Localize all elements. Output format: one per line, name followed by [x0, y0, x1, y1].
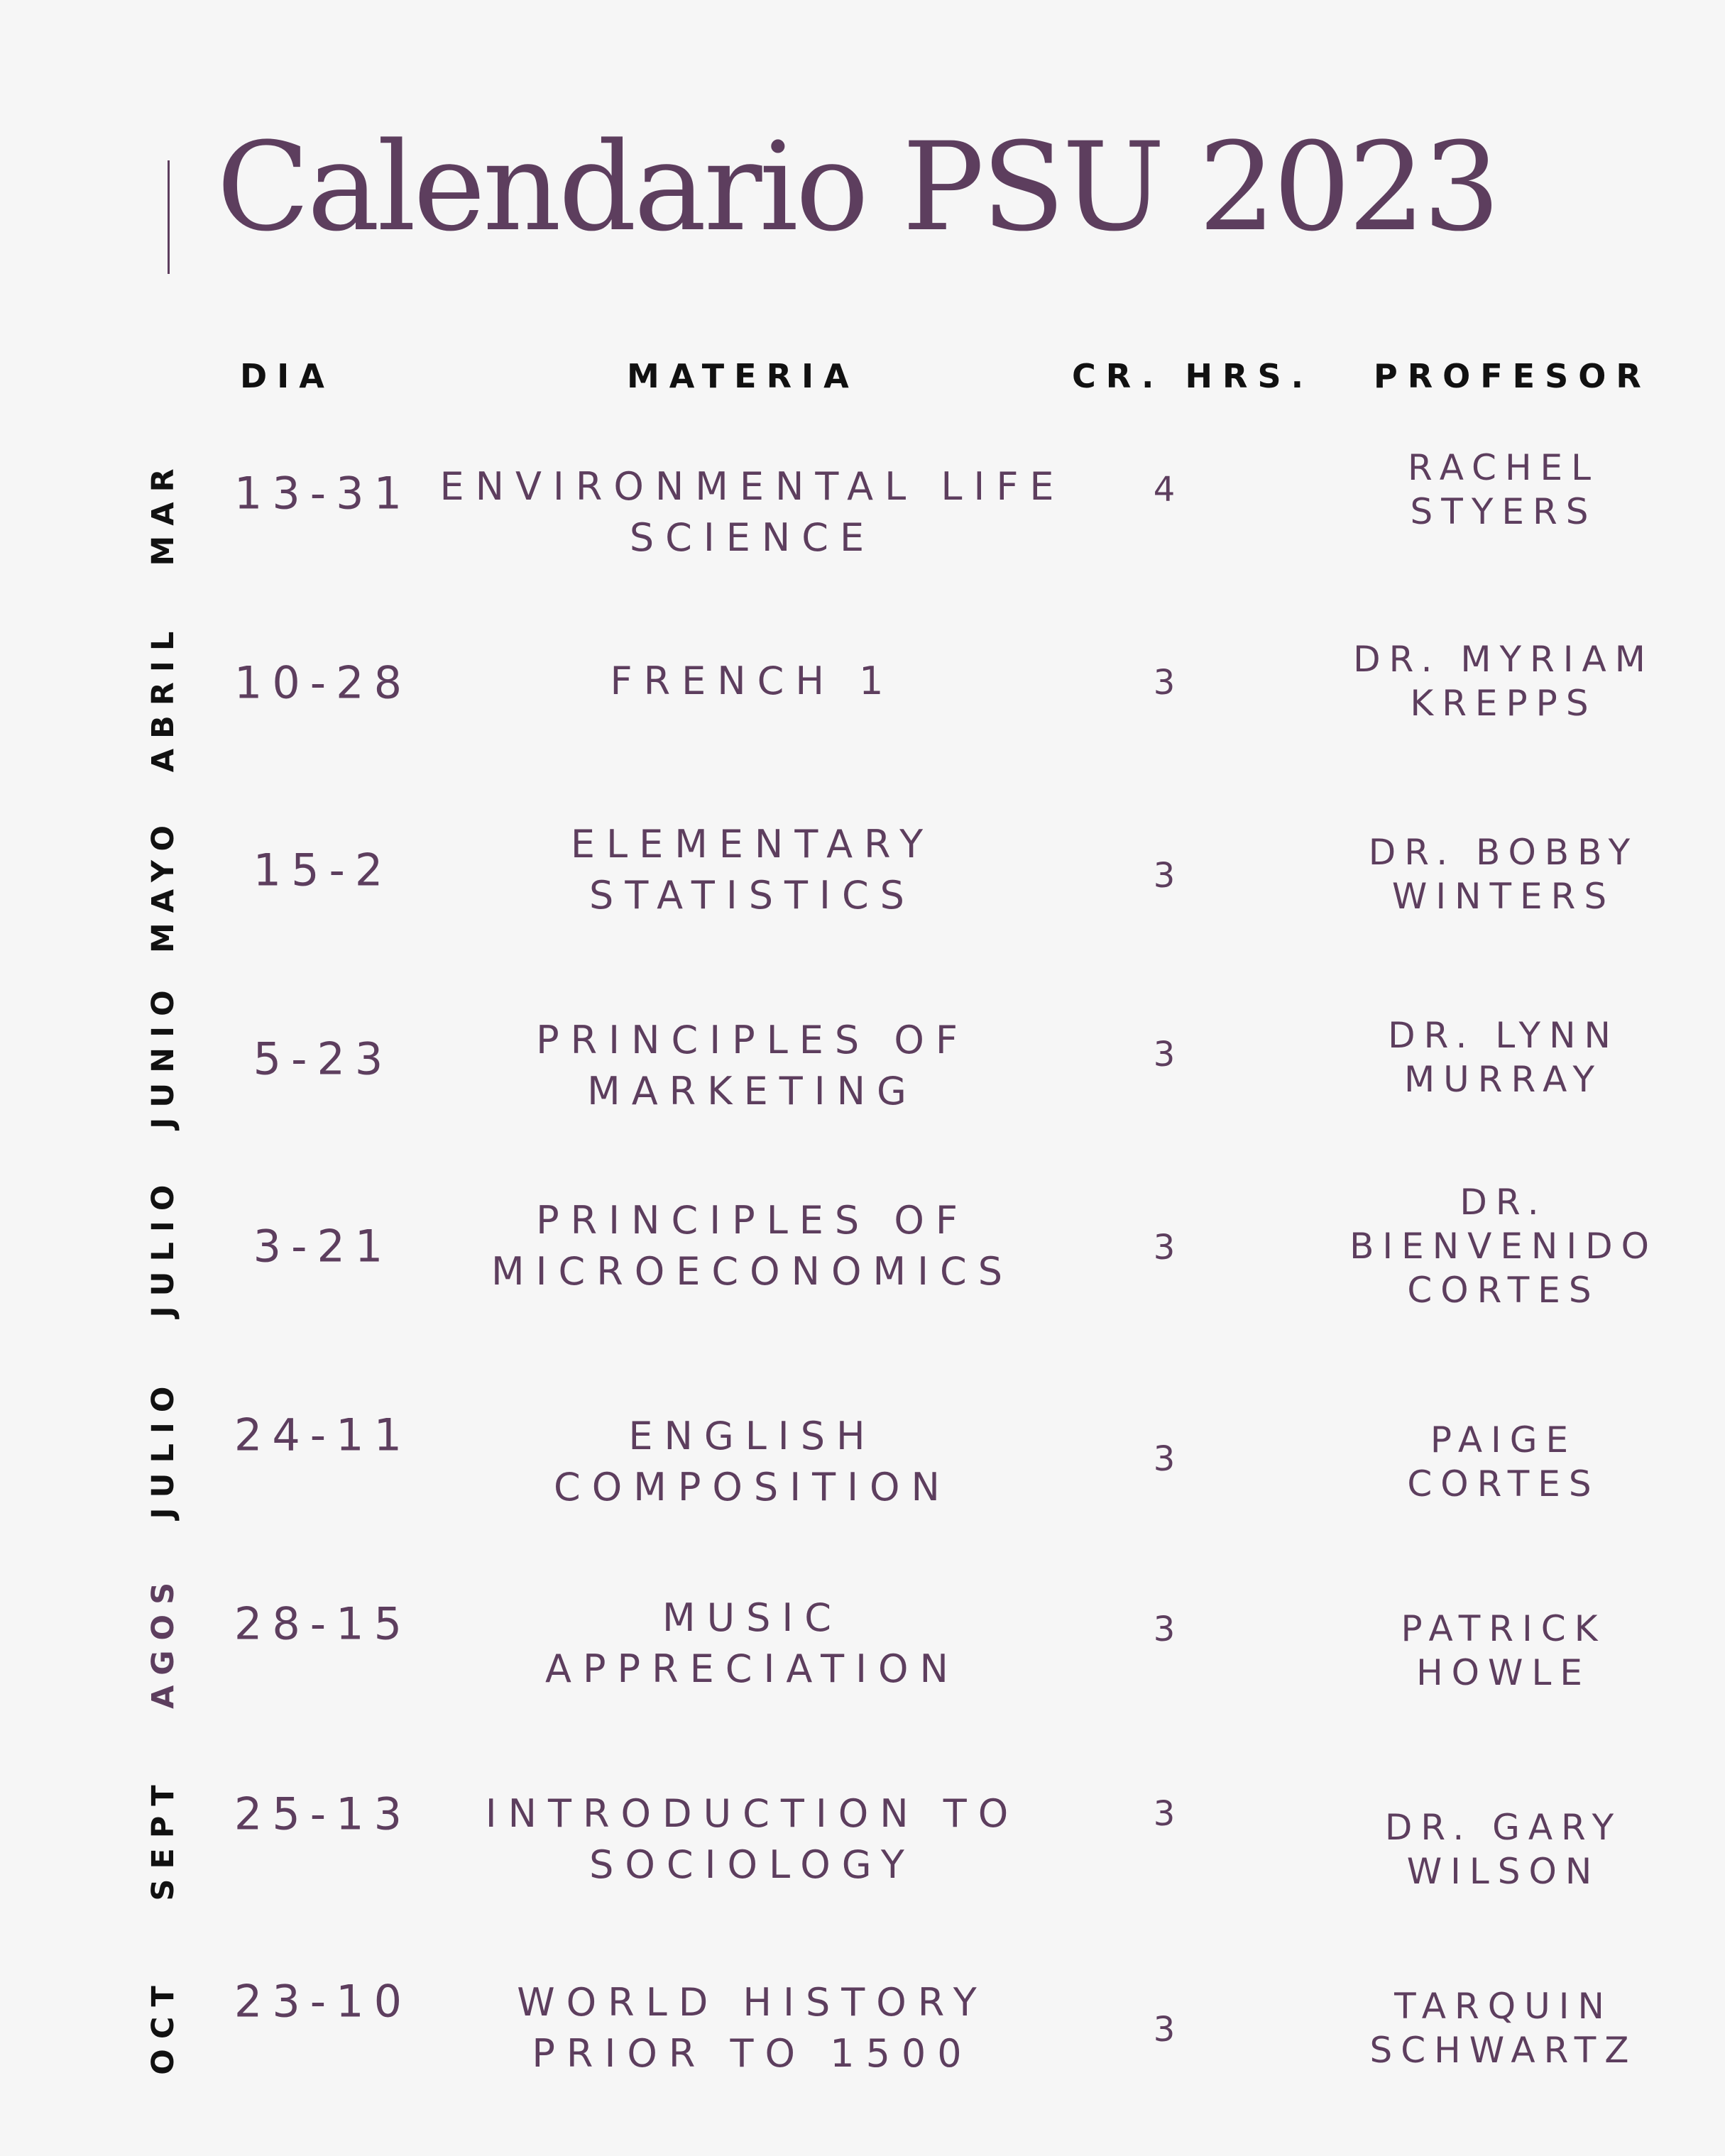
row-profesor: DR. GARY WILSON — [1384, 1807, 1623, 1892]
row-dia: 23-10 — [234, 1975, 412, 2028]
row-dia: 24-11 — [234, 1409, 412, 1461]
row-month: JUNIO — [146, 980, 181, 1129]
header-dia: DIA — [240, 357, 334, 395]
row-month: ABRIL — [146, 621, 181, 773]
page-title: Calendario PSU 2023 — [217, 116, 1498, 258]
row-dia: 28-15 — [234, 1597, 412, 1650]
row-profesor: TARQUIN SCHWARTZ — [1369, 1986, 1638, 2071]
row-dia: 13-31 — [234, 467, 412, 519]
row-profesor: RACHEL STYERS — [1408, 447, 1599, 532]
row-profesor: DR. LYNN MURRAY — [1388, 1015, 1619, 1100]
row-hrs: 3 — [1153, 856, 1176, 896]
row-month: MAR — [146, 458, 181, 566]
row-month: JULIO — [146, 1376, 181, 1519]
row-materia: INTRODUCTION TO SOCIOLOGY — [485, 1791, 1020, 1887]
row-hrs: 3 — [1153, 1794, 1176, 1834]
row-dia: 3-21 — [253, 1220, 393, 1272]
row-materia: PRINCIPLES OF MARKETING — [536, 1018, 969, 1113]
header-materia: MATERIA — [627, 357, 859, 395]
row-hrs: 3 — [1153, 1035, 1176, 1074]
row-dia: 10-28 — [234, 656, 412, 709]
row-month: JULIO — [146, 1175, 181, 1318]
row-hrs: 3 — [1153, 2010, 1176, 2050]
row-hrs: 3 — [1153, 1228, 1176, 1267]
row-profesor: DR. MYRIAM KREPPS — [1353, 639, 1654, 724]
row-materia: FRENCH 1 — [610, 659, 895, 703]
row-materia: ELEMENTARY STATISTICS — [570, 822, 935, 918]
row-hrs: 3 — [1153, 663, 1176, 703]
row-month: MAYO — [146, 815, 181, 954]
row-hrs: 3 — [1153, 1439, 1176, 1479]
row-month: OCT — [146, 1976, 181, 2075]
row-month: SEPT — [146, 1775, 181, 1901]
row-materia: MUSIC APPRECIATION — [545, 1595, 960, 1691]
title-accent-line — [168, 160, 170, 274]
row-hrs: 3 — [1153, 1610, 1176, 1649]
row-dia: 25-13 — [234, 1788, 412, 1840]
row-month: AGOS — [146, 1572, 181, 1710]
header-hrs: CR. HRS. — [1072, 357, 1314, 395]
row-profesor: DR. BOBBY WINTERS — [1368, 832, 1639, 917]
row-profesor: PATRICK HOWLE — [1401, 1608, 1606, 1693]
row-hrs: 4 — [1153, 470, 1176, 510]
row-profesor: DR. BIENVENIDO CORTES — [1349, 1182, 1658, 1311]
row-materia: ENGLISH COMPOSITION — [554, 1414, 951, 1509]
row-materia: WORLD HISTORY PRIOR TO 1500 — [517, 1980, 988, 2076]
row-dia: 5-23 — [253, 1033, 393, 1085]
row-materia: ENVIRONMENTAL LIFE SCIENCE — [439, 464, 1066, 560]
row-profesor: PAIGE CORTES — [1407, 1419, 1600, 1505]
header-profesor: PROFESOR — [1374, 357, 1651, 395]
row-dia: 15-2 — [253, 844, 393, 896]
row-materia: PRINCIPLES OF MICROECONOMICS — [491, 1198, 1014, 1294]
